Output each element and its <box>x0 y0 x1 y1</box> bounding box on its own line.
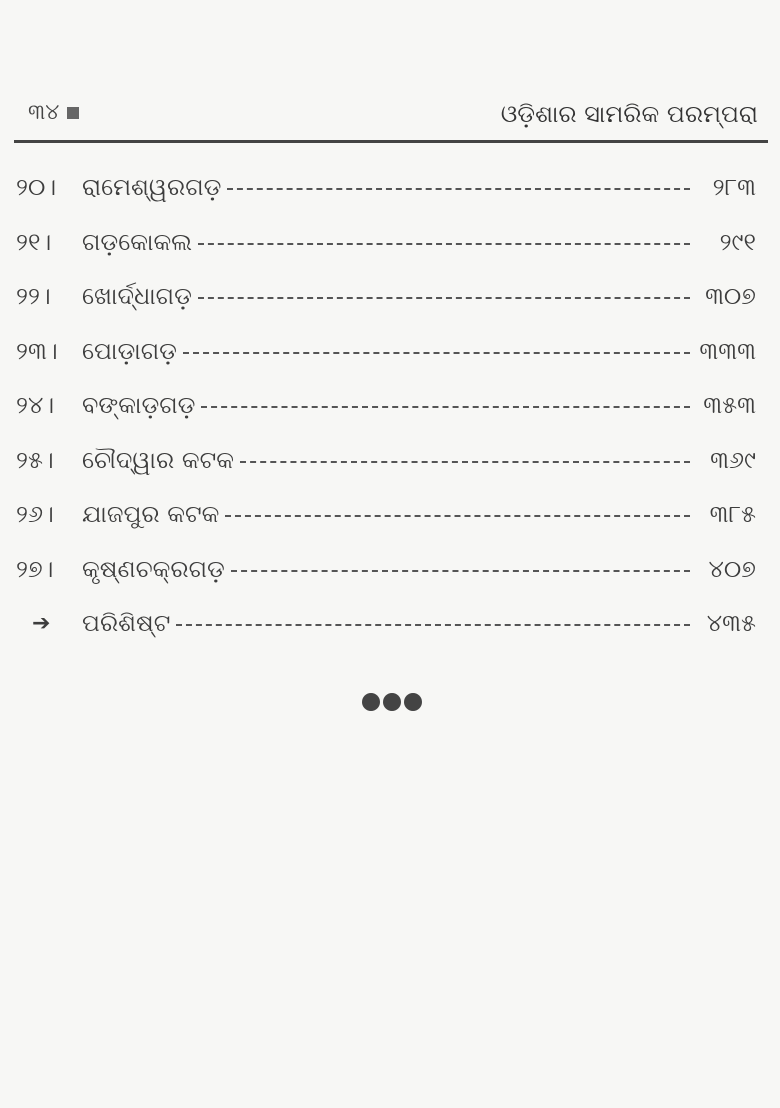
chapter-number: ୨୨। <box>16 282 51 311</box>
chapter-title: ବଙ୍କାଡ଼ଗଡ଼ <box>82 391 196 420</box>
table-of-contents <box>16 160 756 651</box>
chapter-title: ଖୋର୍ଦ୍ଧାଗଡ଼ <box>82 282 192 311</box>
page-ref: ୨୯୧ <box>719 227 756 256</box>
page-ref: ୩୦୭ <box>705 282 756 311</box>
dot-leader <box>225 515 690 517</box>
chapter-title: ରାମେଶ୍ୱରଗଡ଼ <box>82 173 222 202</box>
page-ref: ୩୮୫ <box>709 500 756 529</box>
toc-entry[interactable] <box>16 160 756 215</box>
chapter-title: ପୋଡ଼ାଗଡ଼ <box>82 336 177 365</box>
page-ref: ୪୦୭ <box>708 554 756 583</box>
page-number: ୩୪ <box>28 100 79 125</box>
dot-leader <box>240 461 690 463</box>
ornament-dot-icon <box>362 693 380 711</box>
chapter-number: ୨୪। <box>16 391 55 420</box>
chapter-number: ୨୧। <box>16 227 52 256</box>
dot-leader <box>201 406 690 408</box>
ornament-dot-icon <box>404 693 422 711</box>
page-ref: ୩୫୩ <box>703 391 756 420</box>
toc-entry[interactable] <box>16 433 756 488</box>
ornament-dot-icon <box>383 693 401 711</box>
chapter-title: ଯାଜପୁର କଟକ <box>82 500 220 529</box>
dot-leader <box>227 188 690 190</box>
chapter-number: ୨୫। <box>16 445 54 474</box>
chapter-number: ୨୩। <box>16 336 58 365</box>
page-header <box>28 100 758 134</box>
chapter-title: ଚୌଦ୍ୱାର କଟକ <box>82 445 234 474</box>
chapter-number: ୨୬। <box>16 500 54 529</box>
toc-entry-appendix[interactable] <box>16 596 756 651</box>
dot-leader <box>183 352 690 354</box>
toc-entry[interactable] <box>16 215 756 270</box>
page-ref: ୩୩୩ <box>699 336 756 365</box>
header-rule <box>14 140 768 143</box>
chapter-title: ପରିଶିଷ୍ଟ <box>82 609 171 638</box>
dot-leader <box>231 570 690 572</box>
end-ornament <box>362 693 422 711</box>
toc-entry[interactable] <box>16 324 756 379</box>
chapter-number: ୨୦। <box>16 173 57 202</box>
dot-leader <box>198 243 690 245</box>
book-title: ଓଡ଼ିଶାର ସାମରିକ ପରମ୍ପରା <box>500 100 758 128</box>
dot-leader <box>176 624 690 626</box>
dot-leader <box>198 297 690 299</box>
arrow-right-icon: ➔ <box>32 610 51 636</box>
chapter-title: କୃଷ୍ଣଚକ୍ରଗଡ଼ <box>82 554 225 583</box>
chapter-title: ଗଡ଼କୋକଲ <box>82 227 193 256</box>
page-ref: ୨୮୩ <box>712 173 756 202</box>
chapter-number: ୨୭। <box>16 554 54 583</box>
toc-entry[interactable] <box>16 269 756 324</box>
page-ref: ୩୬୯ <box>710 445 756 474</box>
toc-entry[interactable] <box>16 378 756 433</box>
toc-entry[interactable] <box>16 542 756 597</box>
toc-entry[interactable] <box>16 487 756 542</box>
square-bullet-icon <box>67 107 79 119</box>
page-ref: ୪୩୫ <box>706 609 756 638</box>
